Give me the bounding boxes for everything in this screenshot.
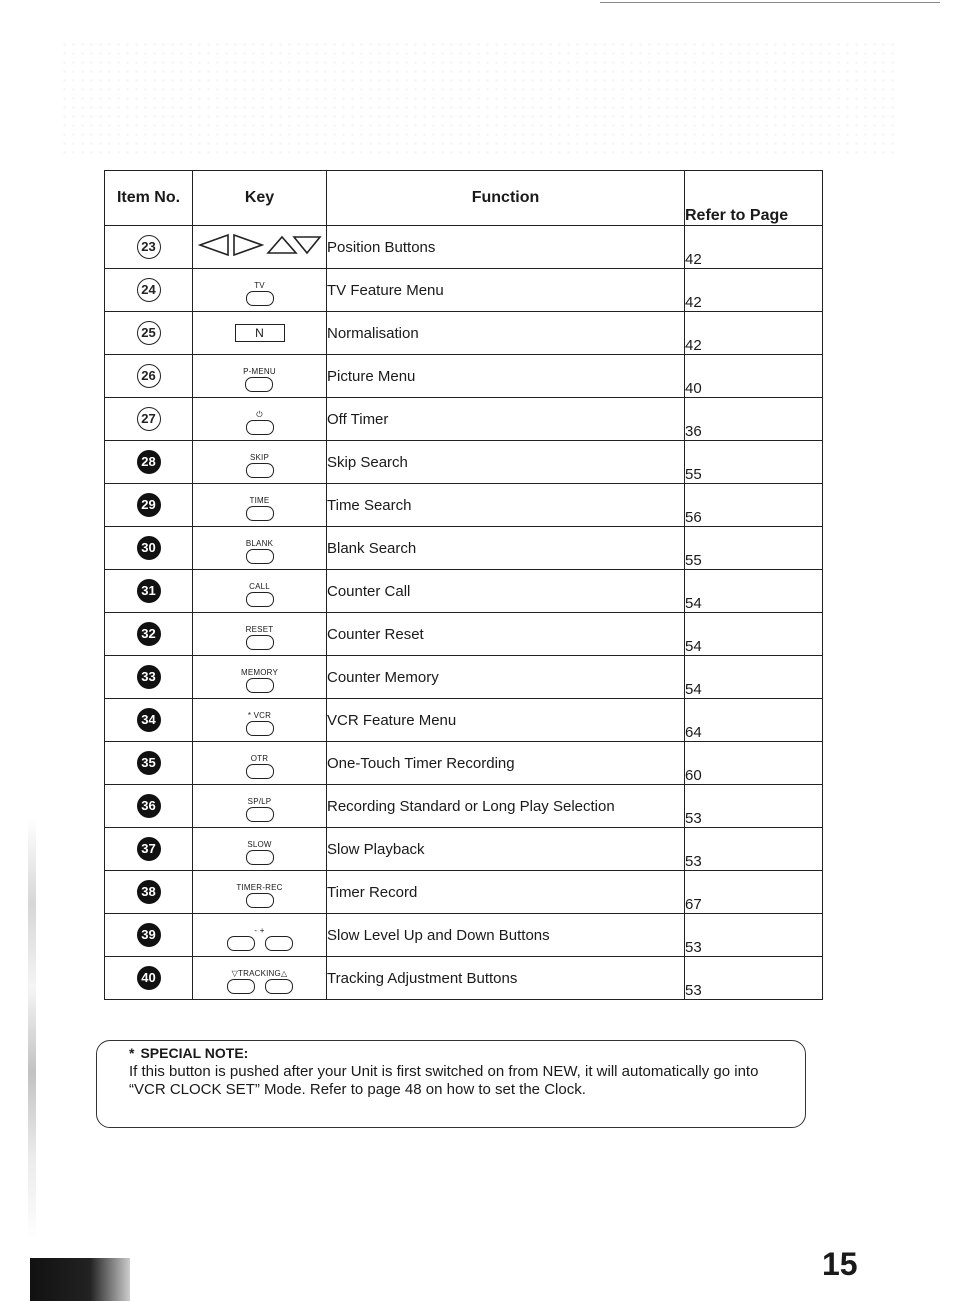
item-number-badge: 37 — [137, 837, 161, 861]
position-arrows-icon — [198, 233, 322, 257]
table-row — [105, 656, 823, 699]
button-shape-icon — [246, 635, 274, 650]
item-number-cell — [105, 828, 193, 871]
key-label: BLANK — [245, 538, 274, 548]
table-row — [105, 355, 823, 398]
table-row — [105, 785, 823, 828]
item-number-cell — [105, 570, 193, 613]
function-cell: Counter Call — [327, 570, 685, 613]
button-shape-icon — [246, 764, 274, 779]
key-cell — [193, 871, 327, 914]
button-shape-icon — [227, 979, 255, 994]
remote-key-icon — [246, 754, 274, 779]
scan-speckle — [60, 40, 900, 160]
remote-key-icon — [246, 453, 274, 478]
item-number-cell — [105, 871, 193, 914]
table-row — [105, 742, 823, 785]
key-label: SP/LP — [247, 796, 272, 806]
button-shape-icon — [246, 721, 274, 736]
remote-key-icon — [227, 926, 293, 951]
function-cell: One-Touch Timer Recording — [327, 742, 685, 785]
function-cell: Off Timer — [327, 398, 685, 441]
item-number-cell — [105, 785, 193, 828]
item-number-badge: 36 — [137, 794, 161, 818]
note-star: * — [129, 1045, 135, 1061]
function-cell: Skip Search — [327, 441, 685, 484]
table-row — [105, 613, 823, 656]
page-ref-cell: 54 — [685, 656, 823, 699]
item-number-badge: 33 — [137, 665, 161, 689]
function-cell: Recording Standard or Long Play Selection — [327, 785, 685, 828]
key-cell — [193, 742, 327, 785]
page-ref-cell: 64 — [685, 699, 823, 742]
key-label: CALL — [249, 581, 270, 591]
page-ref-cell: 40 — [685, 355, 823, 398]
key-pair — [227, 978, 293, 994]
key-cell — [193, 484, 327, 527]
table-row — [105, 699, 823, 742]
table-row — [105, 441, 823, 484]
key-cell — [193, 613, 327, 656]
remote-key-icon — [246, 582, 274, 607]
item-number-cell — [105, 914, 193, 957]
button-shape-icon — [265, 979, 293, 994]
function-cell: VCR Feature Menu — [327, 699, 685, 742]
page-ref-cell: 54 — [685, 613, 823, 656]
item-number-badge: 25 — [137, 321, 161, 345]
item-number-cell — [105, 269, 193, 312]
key-cell — [193, 398, 327, 441]
item-number-badge: 30 — [137, 536, 161, 560]
remote-key-icon — [243, 367, 276, 392]
remote-key-icon — [246, 410, 274, 435]
button-shape-icon — [246, 506, 274, 521]
item-number-badge: 35 — [137, 751, 161, 775]
item-number-cell — [105, 312, 193, 355]
page-ref-cell: 53 — [685, 957, 823, 1000]
button-shape-icon — [246, 592, 274, 607]
button-shape-icon — [227, 936, 255, 951]
table-row — [105, 398, 823, 441]
page-ref-cell: 54 — [685, 570, 823, 613]
button-shape-icon — [246, 291, 274, 306]
function-cell: Slow Playback — [327, 828, 685, 871]
key-label: TV — [254, 280, 265, 290]
button-shape-icon — [246, 678, 274, 693]
button-shape-icon — [246, 850, 274, 865]
key-label: RESET — [245, 624, 274, 634]
header-refer-to-page: Refer to Page — [685, 171, 823, 226]
item-number-cell — [105, 398, 193, 441]
button-shape-icon — [246, 549, 274, 564]
page-ref-cell: 55 — [685, 527, 823, 570]
remote-key-icon — [246, 840, 274, 865]
key-cell — [193, 527, 327, 570]
function-cell: Counter Memory — [327, 656, 685, 699]
item-number-badge: 39 — [137, 923, 161, 947]
key-cell — [193, 785, 327, 828]
key-label: MEMORY — [240, 667, 279, 677]
page-ref-cell: 53 — [685, 914, 823, 957]
page-ref-cell: 36 — [685, 398, 823, 441]
key-cell — [193, 269, 327, 312]
table-row — [105, 312, 823, 355]
table-row — [105, 828, 823, 871]
remote-key-icon — [246, 281, 274, 306]
item-number-badge: 28 — [137, 450, 161, 474]
function-cell: Time Search — [327, 484, 685, 527]
item-number-badge: 31 — [137, 579, 161, 603]
item-number-cell — [105, 957, 193, 1000]
key-label: SKIP — [249, 452, 270, 462]
item-number-cell — [105, 355, 193, 398]
key-cell — [193, 957, 327, 1000]
header-function: Function — [327, 171, 685, 226]
scan-edge — [28, 820, 36, 1240]
table-row — [105, 484, 823, 527]
scan-corner-mark — [30, 1258, 130, 1301]
key-cell — [193, 656, 327, 699]
arrow-buttons-icon — [198, 233, 322, 257]
remote-key-icon — [236, 883, 282, 908]
page-ref-cell: 55 — [685, 441, 823, 484]
item-number-cell — [105, 699, 193, 742]
key-pair — [227, 935, 293, 951]
key-label: OTR — [250, 753, 269, 763]
item-number-badge: 40 — [137, 966, 161, 990]
special-note-text: If this button is pushed after your Unit is first switched on from NEW, it will automatically go into “VCR CLOCK SET” Mode. Refer to page 48 on how to set the Clock. — [129, 1063, 759, 1098]
page-ref-cell: 53 — [685, 828, 823, 871]
item-number-cell — [105, 613, 193, 656]
function-table — [104, 170, 823, 1000]
button-shape-icon — [265, 936, 293, 951]
table-row — [105, 914, 823, 957]
header-item-no: Item No. — [105, 171, 193, 226]
page-ref-cell: 56 — [685, 484, 823, 527]
item-number-badge: 23 — [137, 235, 161, 259]
item-number-badge: 27 — [137, 407, 161, 431]
item-number-badge: 32 — [137, 622, 161, 646]
function-cell: Counter Reset — [327, 613, 685, 656]
page-ref-cell: 42 — [685, 269, 823, 312]
table-row — [105, 269, 823, 312]
special-note-title — [129, 1045, 775, 1061]
button-shape-icon — [246, 463, 274, 478]
function-cell: TV Feature Menu — [327, 269, 685, 312]
page-ref-cell: 60 — [685, 742, 823, 785]
button-shape-icon — [246, 807, 274, 822]
item-number-badge: 29 — [137, 493, 161, 517]
remote-key-icon — [241, 668, 278, 693]
function-cell: Picture Menu — [327, 355, 685, 398]
special-note — [96, 1040, 806, 1128]
function-cell: Position Buttons — [327, 226, 685, 269]
top-rule — [600, 2, 940, 3]
item-number-cell — [105, 441, 193, 484]
key-label: TIME — [249, 495, 270, 505]
key-cell — [193, 226, 327, 269]
remote-key-icon — [246, 625, 274, 650]
table-row — [105, 226, 823, 269]
normalisation-key-icon: N — [235, 324, 285, 342]
key-cell — [193, 699, 327, 742]
remote-key-icon — [227, 969, 293, 994]
item-number-badge: 26 — [137, 364, 161, 388]
key-label: TIMER-REC — [236, 882, 283, 892]
table-row — [105, 871, 823, 914]
key-label: SLOW — [247, 839, 272, 849]
item-number-badge: 34 — [137, 708, 161, 732]
table-row — [105, 570, 823, 613]
function-cell: Blank Search — [327, 527, 685, 570]
remote-key-icon — [246, 539, 274, 564]
function-cell: Slow Level Up and Down Buttons — [327, 914, 685, 957]
function-cell: Timer Record — [327, 871, 685, 914]
table-row — [105, 957, 823, 1000]
function-cell: Normalisation — [327, 312, 685, 355]
item-number-cell — [105, 742, 193, 785]
key-label: ▽TRACKING△ — [231, 968, 288, 978]
note-title-text: SPECIAL NOTE: — [140, 1045, 249, 1061]
function-cell: Tracking Adjustment Buttons — [327, 957, 685, 1000]
remote-key-icon — [246, 711, 274, 736]
page-ref-cell: 67 — [685, 871, 823, 914]
table-header-row — [105, 171, 823, 226]
item-number-cell — [105, 484, 193, 527]
button-shape-icon — [246, 420, 274, 435]
button-shape-icon — [246, 893, 274, 908]
key-cell — [193, 355, 327, 398]
item-number-badge: 24 — [137, 278, 161, 302]
remote-key-icon — [246, 496, 274, 521]
key-cell — [193, 914, 327, 957]
item-number-cell — [105, 656, 193, 699]
remote-key-icon — [246, 797, 274, 822]
page-ref-cell: 42 — [685, 312, 823, 355]
table-row — [105, 527, 823, 570]
item-number-badge: 38 — [137, 880, 161, 904]
item-number-cell — [105, 226, 193, 269]
key-label: ⏻ — [256, 409, 263, 419]
header-key: Key — [193, 171, 327, 226]
button-shape-icon — [245, 377, 273, 392]
page-number: 15 — [822, 1246, 858, 1282]
key-cell — [193, 312, 327, 355]
key-label: P-MENU — [243, 366, 276, 376]
page-ref-cell: 42 — [685, 226, 823, 269]
key-label: * VCR — [247, 710, 272, 720]
key-cell — [193, 828, 327, 871]
item-number-cell — [105, 527, 193, 570]
key-cell — [193, 570, 327, 613]
key-label: - + — [254, 925, 265, 935]
page-ref-cell: 53 — [685, 785, 823, 828]
key-cell — [193, 441, 327, 484]
